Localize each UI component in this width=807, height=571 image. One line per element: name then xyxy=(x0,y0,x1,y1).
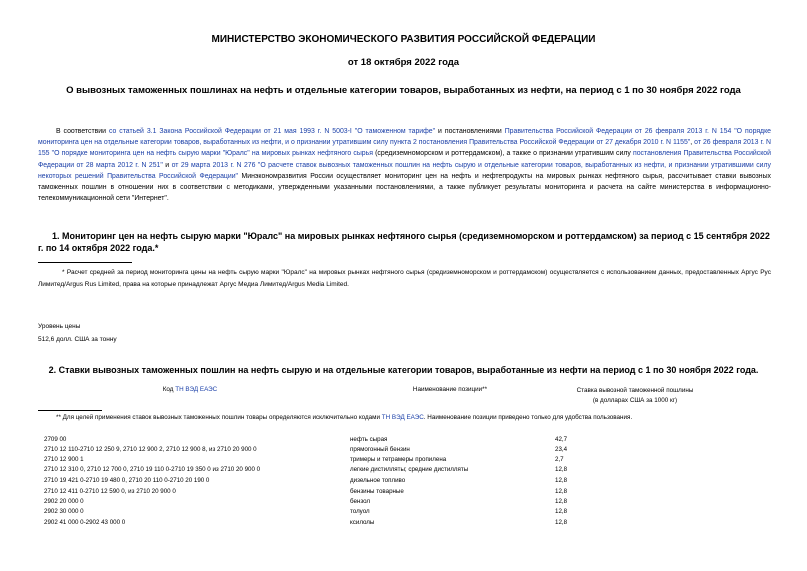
rate-cell: 12,8 xyxy=(555,477,568,484)
price-value: 512,6 долл. США за тонну xyxy=(38,336,117,343)
rate-cell: 2,7 xyxy=(555,456,564,463)
rate-cell: 42,7 xyxy=(555,436,568,443)
column-header-code-prefix: Код xyxy=(162,386,176,393)
resolution-251-link[interactable]: постановления Правительства Российской Федерации от 28 марта 2012 г. N 251" xyxy=(38,150,771,169)
table-row xyxy=(0,488,807,498)
tn-ved-link[interactable]: ТН ВЭД ЕАЭС xyxy=(175,386,218,393)
name-cell: толуол xyxy=(350,508,370,515)
table-row xyxy=(0,498,807,508)
rate-cell: 12,8 xyxy=(555,488,568,495)
footnote-1-text: * Расчет средней за период мониторинга цены на нефть сырую марки "Юралс" на мировых рынках нефтяного сырья (средиземноморском и роттердамском) осуществляется с использованием данных, предоставленных Аргус Рус Лимитед/Argus Rus Limited, права на которые принадлежат Аргус Медиа Лимитед/Argus Media Limited. xyxy=(38,269,771,288)
document-title: О вывозных таможенных пошлинах на нефть и отдельные категории товаров, выработанных из нефти, на период с 1 по 30 ноября 2022 года xyxy=(66,85,741,96)
code-cell: 2902 30 000 0 xyxy=(44,508,84,515)
document-date: от 18 октября 2022 года xyxy=(347,57,460,68)
table-row xyxy=(0,436,807,446)
footnote-divider xyxy=(38,262,132,263)
intro-text-4: (средиземноморском и роттердамском), а также о признании утратившим силу xyxy=(372,150,633,158)
section-1-heading-text: 1. Мониторинг цен на нефть сырую марки "Юралс" на мировых рынках нефтяного сырья (средиземноморском и роттердамском) за период с 15 сентября 2022 г. по 14 октября 2022 года.* xyxy=(38,231,770,253)
code-cell: 2710 12 110-2710 12 250 9, 2710 12 900 2, 2710 12 900 8, из 2710 20 900 0 xyxy=(44,446,257,453)
column-header-rate-line-2: (в долларах США за 1000 кг) xyxy=(592,397,678,404)
resolution-155-link[interactable]: от 26 февраля 2013 г. N 155 "О порядке мониторинга цен на нефть сырую марки "Юралс" на мировых рынках нефтяного сырья xyxy=(38,139,771,158)
law-link[interactable]: со статьей 3.1 Закона Российской Федерации от 21 мая 1993 г. N 5003-I "О таможенном тарифе" xyxy=(108,128,436,135)
code-cell: 2710 12 411 0-2710 12 590 0, из 2710 20 900 0 xyxy=(44,488,176,495)
name-cell: легкие дистилляты; средние дистилляты xyxy=(350,466,469,473)
rate-cell: 12,8 xyxy=(555,519,568,526)
column-header-rate-line-1: Ставка вывозной таможенной пошлины xyxy=(576,387,694,394)
name-cell: бензины товарные xyxy=(350,488,404,495)
name-cell: тримеры и тетрамеры пропилена xyxy=(350,456,447,463)
table-row xyxy=(0,466,807,476)
name-cell: нефть сырая xyxy=(350,436,388,443)
code-cell: 2710 12 310 0, 2710 12 700 0, 2710 19 110 0-2710 19 350 0 из 2710 20 900 0 xyxy=(44,466,261,473)
table-row xyxy=(0,446,807,456)
table-row xyxy=(0,456,807,466)
footnote-2-text-1: ** Для целей применения ставок вывозных таможенных пошлин товары определяются исключительно кодами xyxy=(56,414,382,421)
intro-text-1: В соответствии xyxy=(56,128,109,135)
rate-cell: 12,8 xyxy=(555,466,568,473)
name-cell: прямогонный бензин xyxy=(350,446,410,453)
code-cell: 2710 12 900 1 xyxy=(44,456,84,463)
rate-cell: 12,8 xyxy=(555,498,568,505)
table-row xyxy=(0,477,807,487)
intro-text-3: , xyxy=(690,139,695,147)
rate-cell: 23,4 xyxy=(555,446,568,453)
name-cell: бензол xyxy=(350,498,371,505)
resolution-154-link[interactable]: Правительства Российской Федерации от 26 февраля 2013 г. N 154 "О порядке мониторинга цен на отдельные категории товаров, выработанных из нефти, и о признании утратившим силу пункта 2 постановления Правительства Российской Федерации от 27 декабря 2010 г. N 1155" xyxy=(38,128,771,147)
code-cell: 2709 00 xyxy=(44,436,67,443)
code-cell: 2902 20 000 0 xyxy=(44,498,84,505)
column-header-rate xyxy=(565,386,705,406)
column-header-name: Наименование позиции** xyxy=(412,386,488,393)
rate-cell: 12,8 xyxy=(555,508,568,515)
intro-text-5: и xyxy=(162,161,172,169)
price-label: Уровень цены xyxy=(38,323,81,330)
footnote-2-text-2: . Наименование позиции приведено только для удобства пользования. xyxy=(423,414,633,421)
code-cell: 2902 41 000 0-2902 43 000 0 xyxy=(44,519,126,526)
footnote-divider-2 xyxy=(38,410,102,411)
resolution-276-link[interactable]: от 29 марта 2013 г. N 276 "О расчете ставок вывозных таможенных пошлин на нефть сырую и отдельные категории товаров, выработанных из нефти, и признании утратившими силу некоторых решений Правительства Российской Федерации" xyxy=(38,161,771,180)
footnote-1 xyxy=(38,267,771,291)
section-1-heading xyxy=(38,230,771,254)
name-cell: ксилолы xyxy=(350,519,375,526)
tn-ved-footnote-link[interactable]: ТН ВЭД ЕАЭС xyxy=(381,414,424,421)
name-cell: дизельное топливо xyxy=(350,477,406,484)
intro-text-6: Минэкономразвития России осуществляет мониторинг цен на нефть и нефтепродукты на мировых рынках нефтяного сырья, рассчитывает ставки вывозных таможенных пошлин в отношении них в соответствии с методиками, утвержденными указанными постановлениями, а также публикует результаты мониторинга и расчета на сайте министерства в информационно-телекоммуникационной сети "Интернет". xyxy=(38,172,771,203)
intro-text-2: и постановлениями xyxy=(435,128,505,135)
intro-paragraph xyxy=(38,126,771,204)
table-row xyxy=(0,519,807,529)
code-cell: 2710 19 421 0-2710 19 480 0, 2710 20 110 0-2710 20 190 0 xyxy=(44,477,210,484)
section-2-heading: 2. Ставки вывозных таможенных пошлин на нефть сырую и на отдельные категории товаров, выработанные из нефти на период с 1 по 30 ноября 2022 года. xyxy=(48,365,759,375)
ministry-name: МИНИСТЕРСТВО ЭКОНОМИЧЕСКОГО РАЗВИТИЯ РОССИЙСКОЙ ФЕДЕРАЦИИ xyxy=(211,34,596,45)
column-header-code xyxy=(140,386,240,393)
table-row xyxy=(0,508,807,518)
footnote-2 xyxy=(38,414,771,421)
